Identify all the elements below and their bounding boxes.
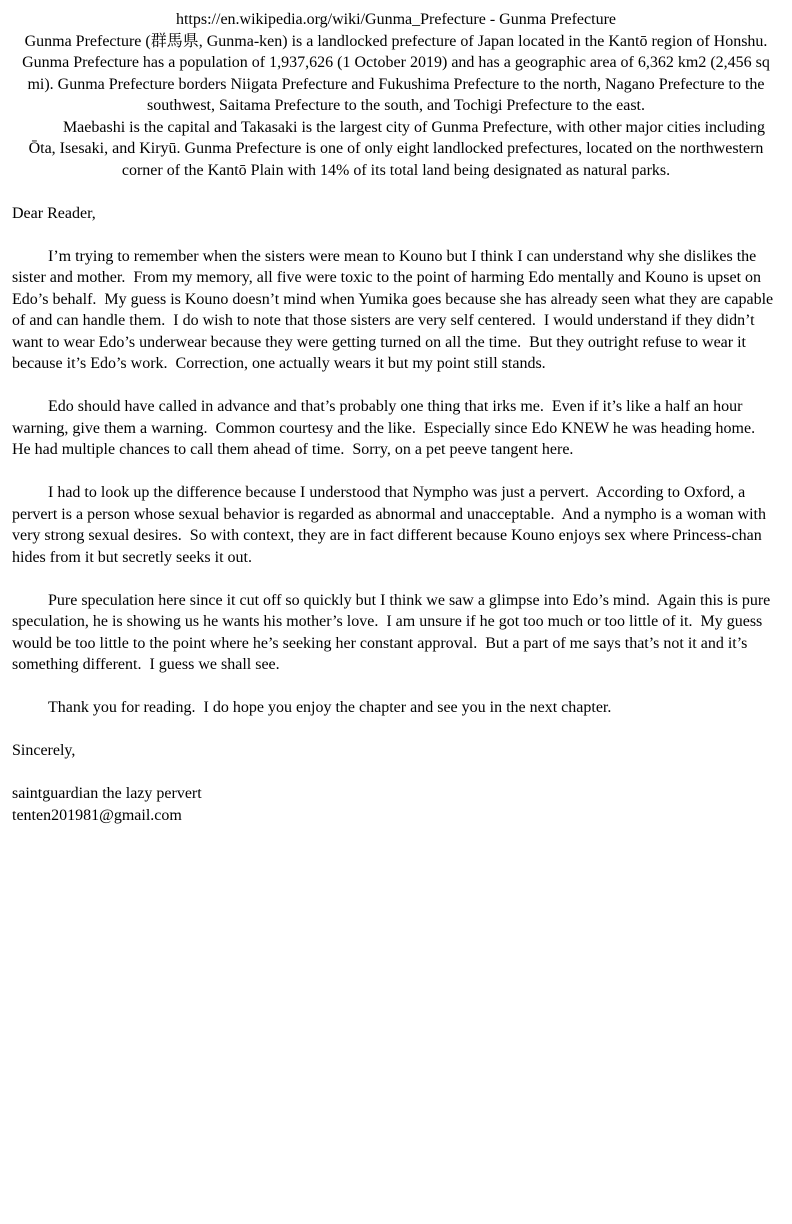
header-paragraph-gunma-cities: Maebashi is the capital and Takasaki is the largest city of Gunma Prefecture, with other major cities including Ōta, Isesaki, and Kiryū. Gunma Prefecture is one of only eight landlocked prefectures, located on the northwestern corner of the Kantō Plain with 14% of its total land being designated as natural parks.	[28, 118, 770, 179]
letter-paragraph-sisters: I’m trying to remember when the sisters were mean to Kouno but I think I can understand why she dislikes the sister and mother. From my memory, all five were toxic to the point of harming Edo mentally and Kouno is upset on Edo’s behalf. My guess is Kouno doesn’t mind when Yumika goes because she has already seen what they are capable of and can handle them. I do wish to note that those sisters are very self centered. I would understand if they didn’t want to wear Edo’s underwear because they were getting turned on all the time. But they outright refuse to wear it because it’s Edo’s work. Correction, one actually wears it but my point still stands.	[12, 247, 778, 372]
signature-email: tenten201981@gmail.com	[12, 806, 182, 824]
signature-block	[12, 783, 780, 826]
letter-closing: Sincerely,	[12, 742, 76, 759]
letter-paragraph-call-ahead: Edo should have called in advance and that’s probably one thing that irks me. Even if it’s like a half an hour warning, give them a warning. Common courtesy and the like. Especially since Edo KNEW he was heading home. He had multiple chances to call them ahead of time. Sorry, on a pet peeve tangent here.	[12, 398, 764, 458]
letter-salutation: Dear Reader,	[12, 204, 96, 222]
signature-name: saintguardian the lazy pervert	[12, 785, 202, 802]
header-paragraph-gunma-overview: Gunma Prefecture (群馬県, Gunma-ken) is a landlocked prefecture of Japan located in the Kantō region of Honshu. Gunma Prefecture has a population of 1,937,626 (1 October 2019) and has a geographic area of 6,362 km2 (2,456 sq mi). Gunma Prefecture borders Niigata Prefecture and Fukushima Prefecture to the north, Nagano Prefecture to the southwest, Saitama Prefecture to the south, and Tochigi Prefecture to the east.	[22, 32, 774, 114]
letter-paragraph-definition: I had to look up the difference because I understood that Nympho was just a pervert. According to Oxford, a pervert is a person whose sexual behavior is regarded as abnormal and unacceptable. And a nympho is a woman with very strong sexual desires. So with context, they are in fact different because Kouno enjoys sex where Princess-chan hides from it but secretly seeks it out.	[12, 484, 770, 566]
letter-paragraph-speculation: Pure speculation here since it cut off so quickly but I think we saw a glimpse into Edo’s mind. Again this is pure speculation, he is showing us he wants his mother’s love. I am unsure if he got too much or too little of it. My guess would be too little to the point where he’s seeking her constant approval. But a part of me says that’s not it and it’s something different. I guess we shall see.	[12, 591, 775, 673]
letter-paragraph-thanks: Thank you for reading. I do hope you enjoy the chapter and see you in the next chapter.	[48, 699, 612, 716]
header-url: https://en.wikipedia.org/wiki/Gunma_Prefecture - Gunma Prefecture	[175, 11, 617, 28]
